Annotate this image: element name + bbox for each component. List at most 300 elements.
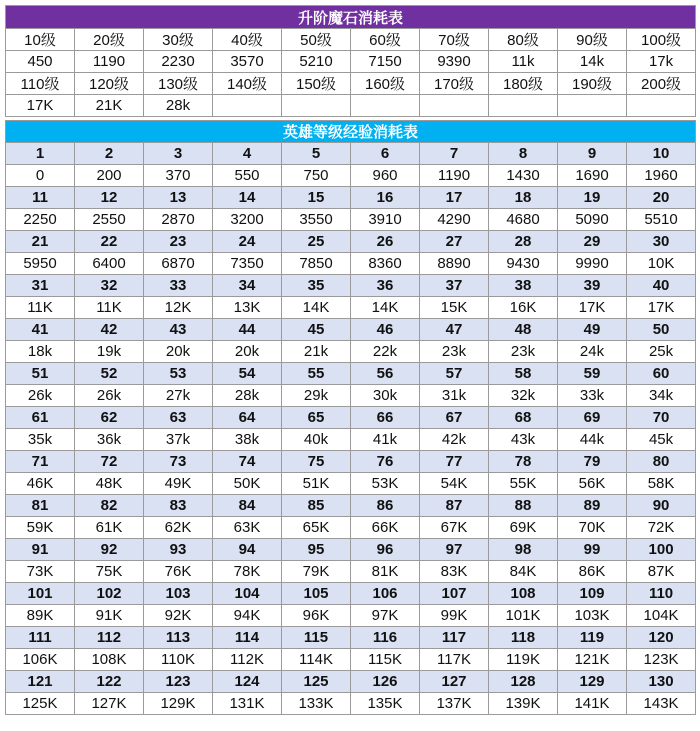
exp-level-cell: 103 <box>144 583 213 605</box>
exp-level-cell: 27 <box>420 231 489 253</box>
exp-level-cell: 11 <box>6 187 75 209</box>
exp-level-cell: 102 <box>75 583 144 605</box>
exp-value-cell: 79K <box>282 561 351 583</box>
exp-value-row <box>6 253 696 275</box>
exp-level-cell: 22 <box>75 231 144 253</box>
exp-level-cell: 42 <box>75 319 144 341</box>
exp-value-cell: 65K <box>282 517 351 539</box>
exp-level-cell: 79 <box>558 451 627 473</box>
stone-value-row <box>6 95 696 117</box>
exp-level-cell: 7 <box>420 143 489 165</box>
exp-level-cell: 90 <box>627 495 696 517</box>
exp-value-cell: 20k <box>213 341 282 363</box>
exp-level-cell: 114 <box>213 627 282 649</box>
exp-level-cell: 21 <box>6 231 75 253</box>
exp-value-cell: 84K <box>489 561 558 583</box>
exp-level-cell: 10 <box>627 143 696 165</box>
exp-level-row <box>6 671 696 693</box>
exp-level-cell: 122 <box>75 671 144 693</box>
exp-level-cell: 94 <box>213 539 282 561</box>
exp-level-cell: 50 <box>627 319 696 341</box>
stone-level-cell: 20级 <box>75 29 144 51</box>
exp-value-cell: 26k <box>6 385 75 407</box>
exp-value-cell: 21k <box>282 341 351 363</box>
exp-value-cell: 10K <box>627 253 696 275</box>
exp-value-cell: 108K <box>75 649 144 671</box>
exp-level-cell: 47 <box>420 319 489 341</box>
exp-value-row <box>6 429 696 451</box>
stone-level-cell: 160级 <box>351 73 420 95</box>
stone-value-cell <box>420 95 489 117</box>
exp-level-cell: 64 <box>213 407 282 429</box>
exp-value-cell: 36k <box>75 429 144 451</box>
exp-level-cell: 98 <box>489 539 558 561</box>
exp-level-cell: 57 <box>420 363 489 385</box>
exp-level-cell: 73 <box>144 451 213 473</box>
exp-level-cell: 130 <box>627 671 696 693</box>
exp-level-cell: 66 <box>351 407 420 429</box>
exp-level-cell: 119 <box>558 627 627 649</box>
exp-value-cell: 20k <box>144 341 213 363</box>
exp-value-cell: 48K <box>75 473 144 495</box>
exp-level-row <box>6 495 696 517</box>
exp-level-cell: 110 <box>627 583 696 605</box>
exp-value-cell: 5090 <box>558 209 627 231</box>
stone-value-cell: 9390 <box>420 51 489 73</box>
exp-level-cell: 107 <box>420 583 489 605</box>
exp-value-cell: 114K <box>282 649 351 671</box>
exp-level-cell: 84 <box>213 495 282 517</box>
stone-level-cell: 200级 <box>627 73 696 95</box>
exp-value-cell: 14K <box>282 297 351 319</box>
exp-level-cell: 128 <box>489 671 558 693</box>
stone-value-cell: 3570 <box>213 51 282 73</box>
exp-value-cell: 750 <box>282 165 351 187</box>
stone-level-cell: 90级 <box>558 29 627 51</box>
exp-level-cell: 99 <box>558 539 627 561</box>
exp-level-cell: 53 <box>144 363 213 385</box>
stone-level-cell: 170级 <box>420 73 489 95</box>
exp-level-cell: 71 <box>6 451 75 473</box>
tables-container <box>5 5 695 715</box>
exp-level-cell: 76 <box>351 451 420 473</box>
exp-level-cell: 104 <box>213 583 282 605</box>
exp-level-cell: 62 <box>75 407 144 429</box>
stone-level-cell: 150级 <box>282 73 351 95</box>
exp-value-cell: 30k <box>351 385 420 407</box>
exp-value-cell: 7850 <box>282 253 351 275</box>
exp-level-cell: 81 <box>6 495 75 517</box>
exp-level-row <box>6 583 696 605</box>
stone-level-cell: 140级 <box>213 73 282 95</box>
exp-level-cell: 72 <box>75 451 144 473</box>
exp-value-cell: 12K <box>144 297 213 319</box>
exp-value-cell: 26k <box>75 385 144 407</box>
exp-value-cell: 1690 <box>558 165 627 187</box>
exp-value-cell: 139K <box>489 693 558 715</box>
exp-level-cell: 17 <box>420 187 489 209</box>
exp-level-cell: 80 <box>627 451 696 473</box>
exp-level-row <box>6 143 696 165</box>
exp-value-cell: 40k <box>282 429 351 451</box>
exp-level-cell: 68 <box>489 407 558 429</box>
exp-level-cell: 105 <box>282 583 351 605</box>
exp-level-cell: 65 <box>282 407 351 429</box>
stone-level-cell: 130级 <box>144 73 213 95</box>
exp-level-cell: 18 <box>489 187 558 209</box>
exp-value-cell: 550 <box>213 165 282 187</box>
stone-level-cell: 30级 <box>144 29 213 51</box>
stone-table-title: 升阶魔石消耗表 <box>6 6 696 29</box>
stone-cost-table <box>5 5 696 117</box>
exp-value-cell: 23k <box>489 341 558 363</box>
exp-value-cell: 56K <box>558 473 627 495</box>
exp-level-cell: 35 <box>282 275 351 297</box>
exp-value-cell: 13K <box>213 297 282 319</box>
exp-level-cell: 55 <box>282 363 351 385</box>
exp-level-row <box>6 187 696 209</box>
stone-level-cell: 180级 <box>489 73 558 95</box>
exp-value-cell: 50K <box>213 473 282 495</box>
stone-value-cell <box>282 95 351 117</box>
exp-value-cell: 33k <box>558 385 627 407</box>
stone-value-cell <box>213 95 282 117</box>
exp-value-cell: 127K <box>75 693 144 715</box>
exp-level-cell: 111 <box>6 627 75 649</box>
exp-level-cell: 3 <box>144 143 213 165</box>
exp-level-cell: 48 <box>489 319 558 341</box>
exp-level-cell: 116 <box>351 627 420 649</box>
exp-level-cell: 108 <box>489 583 558 605</box>
exp-level-cell: 112 <box>75 627 144 649</box>
exp-level-cell: 39 <box>558 275 627 297</box>
exp-value-cell: 2250 <box>6 209 75 231</box>
stone-value-cell <box>351 95 420 117</box>
exp-level-cell: 67 <box>420 407 489 429</box>
stone-value-cell <box>627 95 696 117</box>
exp-level-row <box>6 363 696 385</box>
exp-value-cell: 91K <box>75 605 144 627</box>
stone-value-cell: 17k <box>627 51 696 73</box>
exp-value-cell: 86K <box>558 561 627 583</box>
exp-level-cell: 109 <box>558 583 627 605</box>
exp-level-cell: 5 <box>282 143 351 165</box>
exp-level-cell: 58 <box>489 363 558 385</box>
exp-value-cell: 18k <box>6 341 75 363</box>
exp-level-cell: 43 <box>144 319 213 341</box>
exp-level-cell: 54 <box>213 363 282 385</box>
exp-value-cell: 5510 <box>627 209 696 231</box>
exp-value-cell: 1960 <box>627 165 696 187</box>
exp-level-row <box>6 275 696 297</box>
exp-value-cell: 121K <box>558 649 627 671</box>
exp-value-cell: 3200 <box>213 209 282 231</box>
exp-value-row <box>6 561 696 583</box>
exp-level-cell: 75 <box>282 451 351 473</box>
exp-value-cell: 370 <box>144 165 213 187</box>
exp-value-cell: 41k <box>351 429 420 451</box>
exp-level-cell: 46 <box>351 319 420 341</box>
exp-value-cell: 9990 <box>558 253 627 275</box>
exp-level-cell: 69 <box>558 407 627 429</box>
exp-value-row <box>6 473 696 495</box>
exp-level-cell: 37 <box>420 275 489 297</box>
exp-value-cell: 25k <box>627 341 696 363</box>
stone-level-cell: 120级 <box>75 73 144 95</box>
exp-value-cell: 4290 <box>420 209 489 231</box>
exp-value-cell: 66K <box>351 517 420 539</box>
exp-value-cell: 55K <box>489 473 558 495</box>
exp-level-cell: 1 <box>6 143 75 165</box>
exp-value-cell: 34k <box>627 385 696 407</box>
exp-level-cell: 74 <box>213 451 282 473</box>
stone-level-row <box>6 29 696 51</box>
exp-level-cell: 86 <box>351 495 420 517</box>
exp-level-cell: 40 <box>627 275 696 297</box>
exp-value-cell: 135K <box>351 693 420 715</box>
exp-value-cell: 28k <box>213 385 282 407</box>
exp-value-cell: 117K <box>420 649 489 671</box>
exp-value-row <box>6 297 696 319</box>
exp-level-row <box>6 539 696 561</box>
exp-value-cell: 43k <box>489 429 558 451</box>
exp-value-row <box>6 605 696 627</box>
exp-level-cell: 83 <box>144 495 213 517</box>
exp-value-cell: 137K <box>420 693 489 715</box>
exp-level-row <box>6 319 696 341</box>
exp-level-cell: 115 <box>282 627 351 649</box>
exp-value-cell: 9430 <box>489 253 558 275</box>
exp-level-cell: 82 <box>75 495 144 517</box>
exp-level-cell: 78 <box>489 451 558 473</box>
exp-value-cell: 72K <box>627 517 696 539</box>
exp-level-cell: 20 <box>627 187 696 209</box>
exp-level-cell: 24 <box>213 231 282 253</box>
exp-level-cell: 77 <box>420 451 489 473</box>
exp-value-cell: 3550 <box>282 209 351 231</box>
exp-level-cell: 44 <box>213 319 282 341</box>
exp-level-cell: 52 <box>75 363 144 385</box>
exp-value-cell: 32k <box>489 385 558 407</box>
exp-level-cell: 30 <box>627 231 696 253</box>
stone-level-cell: 110级 <box>6 73 75 95</box>
exp-value-row <box>6 165 696 187</box>
exp-level-cell: 6 <box>351 143 420 165</box>
exp-level-cell: 85 <box>282 495 351 517</box>
exp-value-cell: 17K <box>558 297 627 319</box>
exp-level-cell: 25 <box>282 231 351 253</box>
exp-value-cell: 29k <box>282 385 351 407</box>
exp-value-cell: 960 <box>351 165 420 187</box>
exp-value-cell: 4680 <box>489 209 558 231</box>
exp-value-cell: 7350 <box>213 253 282 275</box>
exp-value-cell: 70K <box>558 517 627 539</box>
exp-value-cell: 14K <box>351 297 420 319</box>
exp-level-cell: 38 <box>489 275 558 297</box>
stone-value-cell: 11k <box>489 51 558 73</box>
exp-level-cell: 23 <box>144 231 213 253</box>
exp-level-cell: 28 <box>489 231 558 253</box>
exp-value-cell: 131K <box>213 693 282 715</box>
exp-value-cell: 96K <box>282 605 351 627</box>
exp-value-cell: 8890 <box>420 253 489 275</box>
exp-level-cell: 124 <box>213 671 282 693</box>
exp-value-cell: 67K <box>420 517 489 539</box>
exp-value-cell: 75K <box>75 561 144 583</box>
exp-level-cell: 61 <box>6 407 75 429</box>
exp-value-cell: 83K <box>420 561 489 583</box>
exp-value-cell: 110K <box>144 649 213 671</box>
exp-cost-table <box>5 120 696 715</box>
exp-table-title: 英雄等级经验消耗表 <box>6 121 696 143</box>
exp-level-cell: 9 <box>558 143 627 165</box>
exp-level-cell: 33 <box>144 275 213 297</box>
exp-value-cell: 54K <box>420 473 489 495</box>
exp-value-cell: 11K <box>75 297 144 319</box>
exp-level-cell: 125 <box>282 671 351 693</box>
exp-level-cell: 49 <box>558 319 627 341</box>
stone-level-cell: 70级 <box>420 29 489 51</box>
exp-value-cell: 125K <box>6 693 75 715</box>
exp-level-cell: 93 <box>144 539 213 561</box>
exp-level-cell: 14 <box>213 187 282 209</box>
exp-level-cell: 34 <box>213 275 282 297</box>
exp-value-cell: 27k <box>144 385 213 407</box>
exp-level-cell: 4 <box>213 143 282 165</box>
exp-value-cell: 22k <box>351 341 420 363</box>
stone-value-cell: 21K <box>75 95 144 117</box>
exp-level-row <box>6 451 696 473</box>
exp-level-cell: 127 <box>420 671 489 693</box>
exp-level-cell: 123 <box>144 671 213 693</box>
exp-value-cell: 78K <box>213 561 282 583</box>
exp-level-cell: 16 <box>351 187 420 209</box>
exp-level-cell: 29 <box>558 231 627 253</box>
stone-level-cell: 10级 <box>6 29 75 51</box>
stone-level-cell: 80级 <box>489 29 558 51</box>
exp-value-cell: 94K <box>213 605 282 627</box>
stone-level-cell: 50级 <box>282 29 351 51</box>
exp-value-cell: 61K <box>75 517 144 539</box>
exp-level-cell: 51 <box>6 363 75 385</box>
exp-level-cell: 36 <box>351 275 420 297</box>
exp-level-cell: 126 <box>351 671 420 693</box>
exp-value-cell: 200 <box>75 165 144 187</box>
exp-level-cell: 59 <box>558 363 627 385</box>
exp-value-cell: 1190 <box>420 165 489 187</box>
exp-level-cell: 106 <box>351 583 420 605</box>
exp-value-row <box>6 341 696 363</box>
stone-level-cell: 100级 <box>627 29 696 51</box>
exp-value-cell: 35k <box>6 429 75 451</box>
stone-value-cell: 5210 <box>282 51 351 73</box>
exp-level-cell: 31 <box>6 275 75 297</box>
exp-value-cell: 58K <box>627 473 696 495</box>
exp-level-cell: 100 <box>627 539 696 561</box>
exp-level-cell: 113 <box>144 627 213 649</box>
stone-level-cell: 40级 <box>213 29 282 51</box>
exp-level-cell: 101 <box>6 583 75 605</box>
exp-level-cell: 26 <box>351 231 420 253</box>
exp-level-cell: 8 <box>489 143 558 165</box>
exp-level-row <box>6 627 696 649</box>
exp-level-cell: 118 <box>489 627 558 649</box>
exp-value-cell: 11K <box>6 297 75 319</box>
exp-value-cell: 3910 <box>351 209 420 231</box>
stone-value-cell <box>489 95 558 117</box>
exp-value-cell: 133K <box>282 693 351 715</box>
exp-value-row <box>6 649 696 671</box>
exp-level-cell: 89 <box>558 495 627 517</box>
exp-value-cell: 101K <box>489 605 558 627</box>
stone-value-row <box>6 51 696 73</box>
exp-value-cell: 51K <box>282 473 351 495</box>
exp-value-cell: 0 <box>6 165 75 187</box>
exp-value-row <box>6 209 696 231</box>
exp-value-cell: 6400 <box>75 253 144 275</box>
exp-value-cell: 42k <box>420 429 489 451</box>
stone-value-cell: 17K <box>6 95 75 117</box>
exp-value-cell: 8360 <box>351 253 420 275</box>
exp-value-cell: 19k <box>75 341 144 363</box>
exp-value-cell: 44k <box>558 429 627 451</box>
exp-level-cell: 87 <box>420 495 489 517</box>
exp-value-cell: 15K <box>420 297 489 319</box>
exp-value-cell: 143K <box>627 693 696 715</box>
exp-level-cell: 97 <box>420 539 489 561</box>
exp-level-row <box>6 231 696 253</box>
exp-level-cell: 129 <box>558 671 627 693</box>
exp-level-cell: 45 <box>282 319 351 341</box>
exp-value-row <box>6 517 696 539</box>
exp-value-cell: 104K <box>627 605 696 627</box>
exp-level-cell: 12 <box>75 187 144 209</box>
exp-value-cell: 2870 <box>144 209 213 231</box>
exp-level-cell: 88 <box>489 495 558 517</box>
exp-value-row <box>6 385 696 407</box>
exp-level-cell: 2 <box>75 143 144 165</box>
exp-value-cell: 45k <box>627 429 696 451</box>
exp-value-cell: 69K <box>489 517 558 539</box>
exp-value-cell: 119K <box>489 649 558 671</box>
exp-value-cell: 31k <box>420 385 489 407</box>
exp-value-cell: 2550 <box>75 209 144 231</box>
exp-level-cell: 15 <box>282 187 351 209</box>
exp-value-cell: 97K <box>351 605 420 627</box>
stone-value-cell: 2230 <box>144 51 213 73</box>
exp-value-cell: 63K <box>213 517 282 539</box>
stone-value-cell: 450 <box>6 51 75 73</box>
exp-value-cell: 129K <box>144 693 213 715</box>
exp-level-cell: 63 <box>144 407 213 429</box>
stone-value-cell: 14k <box>558 51 627 73</box>
exp-value-cell: 99K <box>420 605 489 627</box>
exp-level-cell: 91 <box>6 539 75 561</box>
exp-value-row <box>6 693 696 715</box>
exp-value-cell: 62K <box>144 517 213 539</box>
exp-value-cell: 89K <box>6 605 75 627</box>
exp-value-cell: 106K <box>6 649 75 671</box>
exp-value-cell: 59K <box>6 517 75 539</box>
exp-value-cell: 49K <box>144 473 213 495</box>
exp-level-cell: 32 <box>75 275 144 297</box>
exp-value-cell: 6870 <box>144 253 213 275</box>
exp-value-cell: 87K <box>627 561 696 583</box>
stone-value-cell: 28k <box>144 95 213 117</box>
exp-level-cell: 117 <box>420 627 489 649</box>
exp-level-cell: 121 <box>6 671 75 693</box>
exp-value-cell: 123K <box>627 649 696 671</box>
